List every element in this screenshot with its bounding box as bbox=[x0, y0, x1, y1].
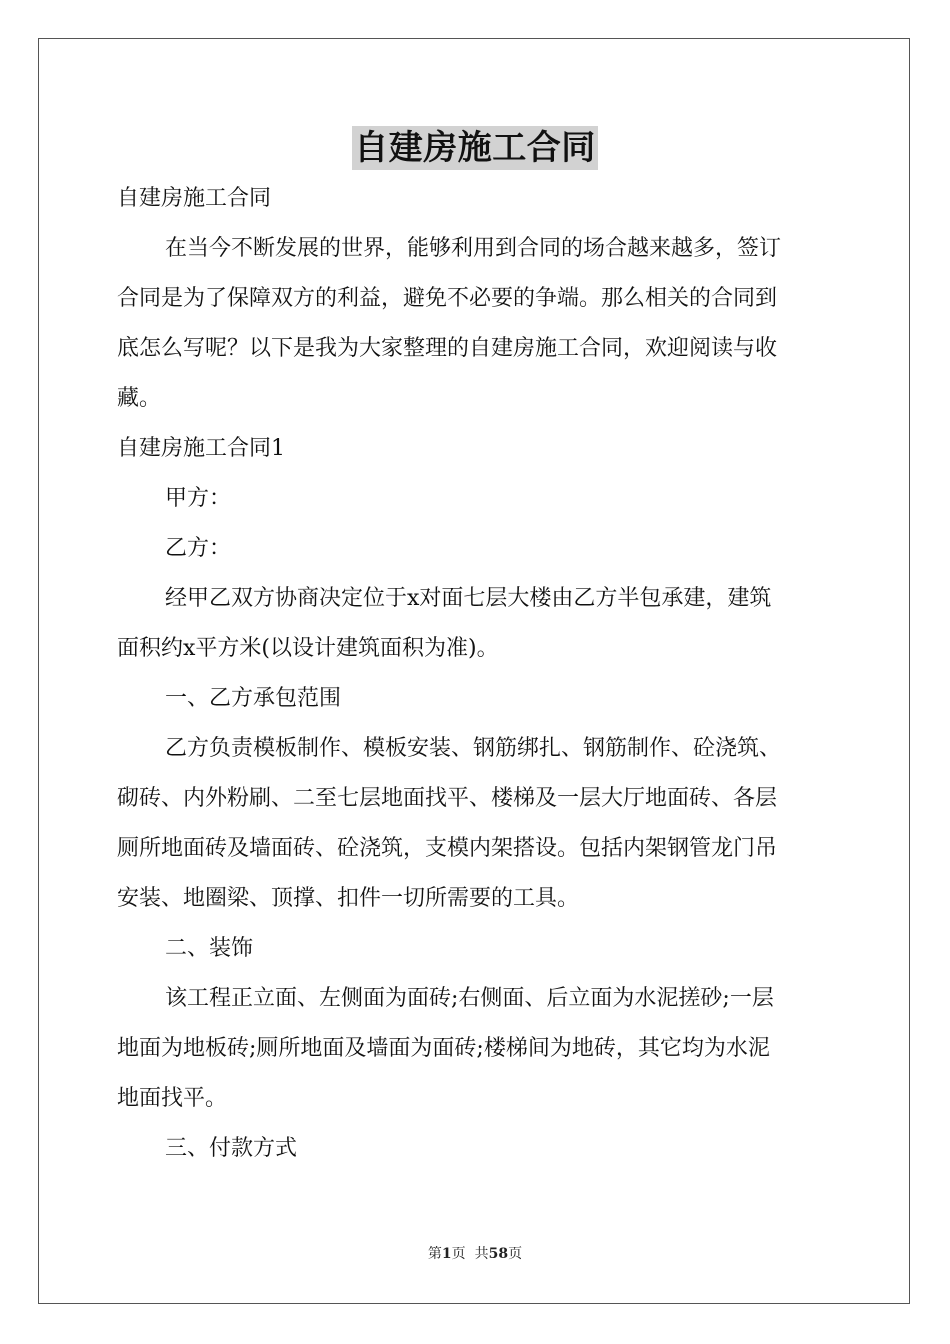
clause-1-line-1: 乙方负责模板制作、模板安装、钢筋绑扎、钢筋制作、砼浇筑、 bbox=[165, 736, 782, 761]
document-title: 自建房施工合同 bbox=[354, 128, 596, 168]
clause-3-title: 三、付款方式 bbox=[165, 1136, 298, 1161]
page-total: 58 bbox=[488, 1246, 509, 1262]
page-suffix: 页 bbox=[508, 1246, 523, 1262]
page-footer bbox=[0, 1244, 950, 1264]
party-a-label: 甲方： bbox=[165, 486, 232, 511]
contract-intro-line-1: 经甲乙双方协商决定位于x对面七层大楼由乙方半包承建，建筑 bbox=[165, 586, 772, 611]
document-subtitle: 自建房施工合同 bbox=[117, 186, 272, 211]
clause-2-title: 二、装饰 bbox=[165, 936, 254, 961]
document-body bbox=[117, 174, 835, 1174]
intro-line-1: 在当今不断发展的世界，能够利用到合同的场合越来越多，签订 bbox=[165, 236, 782, 261]
contract-intro-line-2: 面积约x平方米(以设计建筑面积为准)。 bbox=[117, 636, 499, 661]
section-heading: 自建房施工合同1 bbox=[117, 436, 285, 461]
clause-1-title: 一、乙方承包范围 bbox=[165, 686, 342, 711]
party-b-label: 乙方： bbox=[165, 536, 232, 561]
page-current: 1 bbox=[441, 1246, 452, 1262]
title-container bbox=[0, 126, 950, 170]
clause-1-line-3: 厕所地面砖及墙面砖、砼浇筑，支模内架搭设。包括内架钢管龙门吊 bbox=[117, 836, 778, 861]
clause-1-line-4: 安装、地圈梁、顶撑、扣件一切所需要的工具。 bbox=[117, 886, 580, 911]
clause-2-line-3: 地面找平。 bbox=[117, 1086, 228, 1111]
intro-line-3: 底怎么写呢？以下是我为大家整理的自建房施工合同，欢迎阅读与收 bbox=[117, 336, 778, 361]
page-prefix: 第 bbox=[427, 1246, 442, 1262]
intro-line-4: 藏。 bbox=[117, 386, 162, 411]
intro-line-2: 合同是为了保障双方的利益，避免不必要的争端。那么相关的合同到 bbox=[117, 286, 778, 311]
clause-2-line-1: 该工程正立面、左侧面为面砖;右侧面、后立面为水泥搓砂;一层 bbox=[165, 986, 774, 1011]
page-mid: 页 共 bbox=[451, 1246, 489, 1262]
clause-2-line-2: 地面为地板砖;厕所地面及墙面为面砖;楼梯间为地砖，其它均为水泥 bbox=[117, 1036, 770, 1061]
clause-1-line-2: 砌砖、内外粉刷、二至七层地面找平、楼梯及一层大厅地面砖、各层 bbox=[117, 786, 778, 811]
